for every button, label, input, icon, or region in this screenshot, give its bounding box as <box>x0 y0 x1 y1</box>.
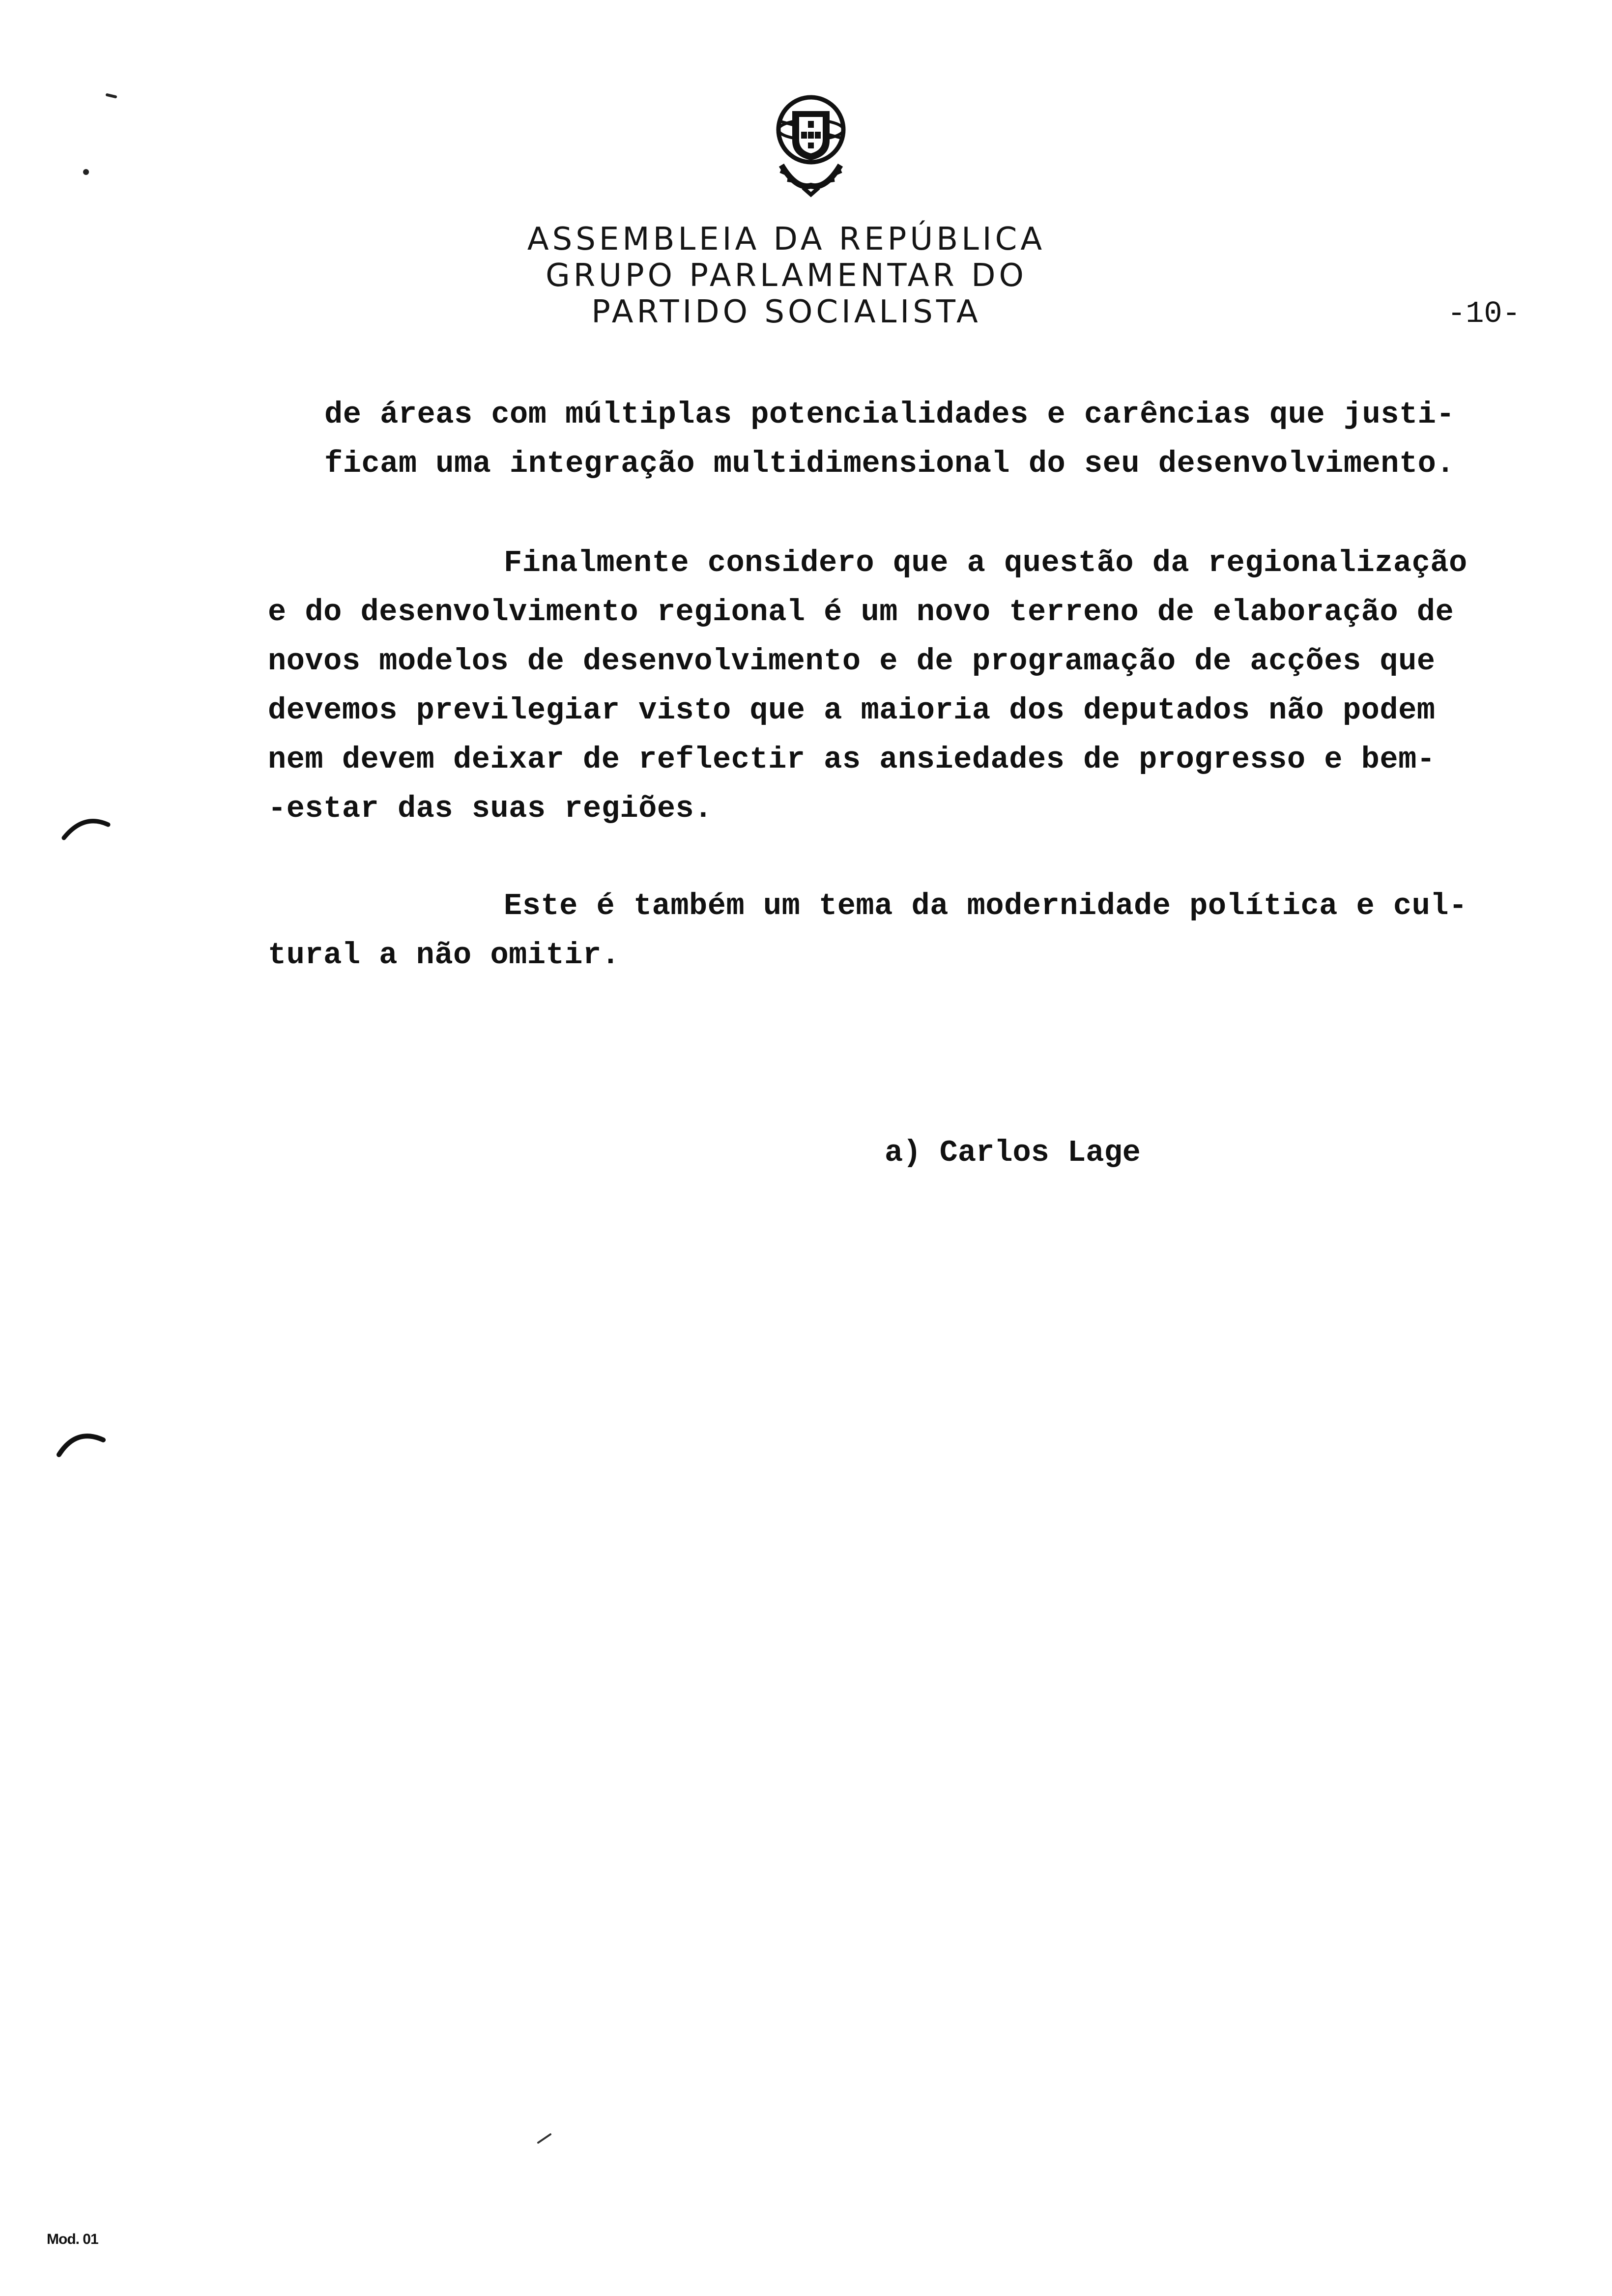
body-line: nem devem deixar de reflectir as ansiedades de progresso e bem- <box>268 742 1436 777</box>
body-line: e do desenvolvimento regional é um novo terreno de elaboração de <box>268 595 1454 630</box>
body-line: Este é também um tema da modernidade política e cul- <box>504 889 1468 923</box>
body-line: de áreas com múltiplas potencialidades e carências que justi- <box>324 397 1455 432</box>
letterhead-institution: ASSEMBLEIA DA REPÚBLICA <box>527 221 1046 258</box>
body-line: devemos previlegiar visto que a maioria dos deputados não podem <box>268 693 1436 728</box>
form-code: Mod. 01 <box>47 2231 98 2247</box>
body-line: Finalmente considero que a questão da regionalização <box>504 545 1468 580</box>
signature: a) Carlos Lage <box>885 1135 1141 1170</box>
body-line: ficam uma integração multidimensional do seu desenvolvimento. <box>324 446 1455 481</box>
punch-hole-mark <box>59 811 113 845</box>
scan-speck <box>106 91 120 101</box>
body-line: -estar das suas regiões. <box>268 791 713 826</box>
coat-of-arms-icon <box>762 91 860 200</box>
body-line: tural a não omitir. <box>268 938 620 973</box>
letterhead <box>442 221 1130 330</box>
punch-hole-mark <box>54 1425 108 1460</box>
scan-speck <box>536 2130 555 2145</box>
letterhead-party: PARTIDO SOCIALISTA <box>591 294 981 330</box>
letterhead-group: GRUPO PARLAMENTAR DO <box>546 258 1027 294</box>
page-number: -10- <box>1447 296 1521 331</box>
body-line: novos modelos de desenvolvimento e de programação de acções que <box>268 644 1436 679</box>
scan-speck <box>81 167 91 177</box>
